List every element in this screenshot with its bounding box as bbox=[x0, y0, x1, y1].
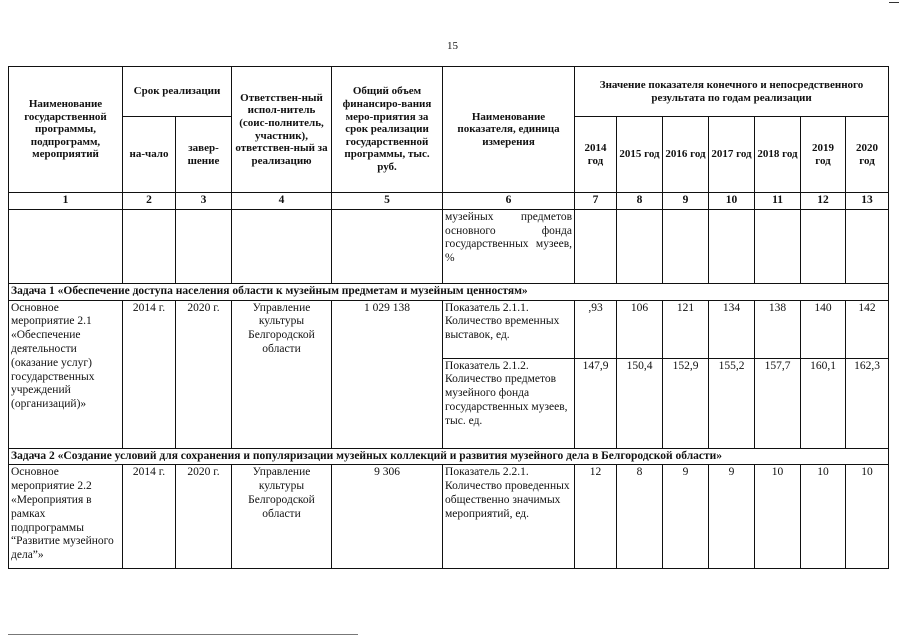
column-number: 5 bbox=[332, 193, 443, 210]
page-number: 15 bbox=[447, 40, 458, 52]
indicator-name: Показатель 2.1.1. Количество временных выставок, ед. bbox=[443, 300, 575, 358]
header-row-1 bbox=[9, 67, 889, 117]
header-year: 2016 год bbox=[663, 117, 709, 193]
continued-row bbox=[9, 209, 889, 283]
indicator-value: ,93 bbox=[575, 300, 617, 358]
column-number: 8 bbox=[617, 193, 663, 210]
indicator-value: 142 bbox=[846, 300, 889, 358]
indicator-value: 10 bbox=[755, 465, 801, 569]
task-2-responsible: Управление культуры Белгородской области bbox=[232, 465, 332, 569]
indicator-value: 140 bbox=[801, 300, 846, 358]
task-1-activity: Основное мероприятие 2.1 «Обеспечение деятельности (оказание услуг) государственных учреждений (организаций)» bbox=[9, 300, 123, 448]
header-responsible: Ответствен-ный испол-нитель (соис-полнитель, участник), ответствен-ный за реализацию bbox=[232, 67, 332, 193]
column-number: 9 bbox=[663, 193, 709, 210]
column-number: 3 bbox=[176, 193, 232, 210]
indicator-value: 134 bbox=[709, 300, 755, 358]
task-2-title: Задача 2 «Создание условий для сохранения и популяризации музейных коллекций и развития музейного дела в Белгородской области» bbox=[9, 448, 889, 465]
task-1-title: Задача 1 «Обеспечение доступа населения области к музейным предметам и музейным ценностям» bbox=[9, 283, 889, 300]
column-number: 13 bbox=[846, 193, 889, 210]
task-1-end: 2020 г. bbox=[176, 300, 232, 448]
indicator-value: 150,4 bbox=[617, 358, 663, 448]
indicator-value: 162,3 bbox=[846, 358, 889, 448]
task-2-end: 2020 г. bbox=[176, 465, 232, 569]
indicator-value: 138 bbox=[755, 300, 801, 358]
task-1-funding: 1 029 138 bbox=[332, 300, 443, 448]
indicator-value: 9 bbox=[663, 465, 709, 569]
task-2-row bbox=[9, 448, 889, 465]
indicator-value: 10 bbox=[846, 465, 889, 569]
indicator-value: 9 bbox=[709, 465, 755, 569]
header-year: 2017 год bbox=[709, 117, 755, 193]
column-number: 6 bbox=[443, 193, 575, 210]
header-year: 2018 год bbox=[755, 117, 801, 193]
column-number: 7 bbox=[575, 193, 617, 210]
indicator-value: 152,9 bbox=[663, 358, 709, 448]
column-number-row bbox=[9, 193, 889, 210]
header-year: 2019 год bbox=[801, 117, 846, 193]
task-2-funding: 9 306 bbox=[332, 465, 443, 569]
header-year: 2015 год bbox=[617, 117, 663, 193]
task-1-responsible: Управление культуры Белгородской области bbox=[232, 300, 332, 448]
column-number: 1 bbox=[9, 193, 123, 210]
indicator-value: 106 bbox=[617, 300, 663, 358]
program-table bbox=[8, 66, 889, 569]
header-indicator: Наименование показателя, единица измерения bbox=[443, 67, 575, 193]
indicator-value: 10 bbox=[801, 465, 846, 569]
column-number: 2 bbox=[123, 193, 176, 210]
continued-indicator: музейных предметов основного фонда государственных музеев, % bbox=[443, 209, 575, 283]
task-1-indicator-row-1 bbox=[9, 300, 889, 358]
indicator-name: Показатель 2.1.2. Количество предметов музейного фонда государственных музеев, тыс. ед. bbox=[443, 358, 575, 448]
indicator-value: 160,1 bbox=[801, 358, 846, 448]
indicator-value: 8 bbox=[617, 465, 663, 569]
header-values-group: Значение показателя конечного и непосредственного результата по годам реализации bbox=[575, 67, 889, 117]
task-2-indicator-row-1 bbox=[9, 465, 889, 569]
task-1-row bbox=[9, 283, 889, 300]
header-end: завер-шение bbox=[176, 117, 232, 193]
column-number: 4 bbox=[232, 193, 332, 210]
column-number: 12 bbox=[801, 193, 846, 210]
task-2-start: 2014 г. bbox=[123, 465, 176, 569]
header-year: 2020 год bbox=[846, 117, 889, 193]
column-number: 10 bbox=[709, 193, 755, 210]
task-1-start: 2014 г. bbox=[123, 300, 176, 448]
indicator-value: 12 bbox=[575, 465, 617, 569]
header-year: 2014 год bbox=[575, 117, 617, 193]
task-2-activity: Основное мероприятие 2.2 «Мероприятия в рамках подпрограммы “Развитие музейного дела”» bbox=[9, 465, 123, 569]
indicator-value: 155,2 bbox=[709, 358, 755, 448]
header-start: на-чало bbox=[123, 117, 176, 193]
column-number: 11 bbox=[755, 193, 801, 210]
indicator-value: 147,9 bbox=[575, 358, 617, 448]
header-funding: Общий объем финансиро-вания меро-приятия за срок реализации государственной программы, тыс. руб. bbox=[332, 67, 443, 193]
header-program-name: Наименование государственной программы, подпрограмм, мероприятий bbox=[9, 67, 123, 193]
indicator-name: Показатель 2.2.1. Количество проведенных общественно значимых мероприятий, ед. bbox=[443, 465, 575, 569]
indicator-value: 157,7 bbox=[755, 358, 801, 448]
indicator-value: 121 bbox=[663, 300, 709, 358]
header-period: Срок реализации bbox=[123, 67, 232, 117]
corner-mark bbox=[889, 2, 899, 3]
footer-rule bbox=[8, 634, 358, 635]
